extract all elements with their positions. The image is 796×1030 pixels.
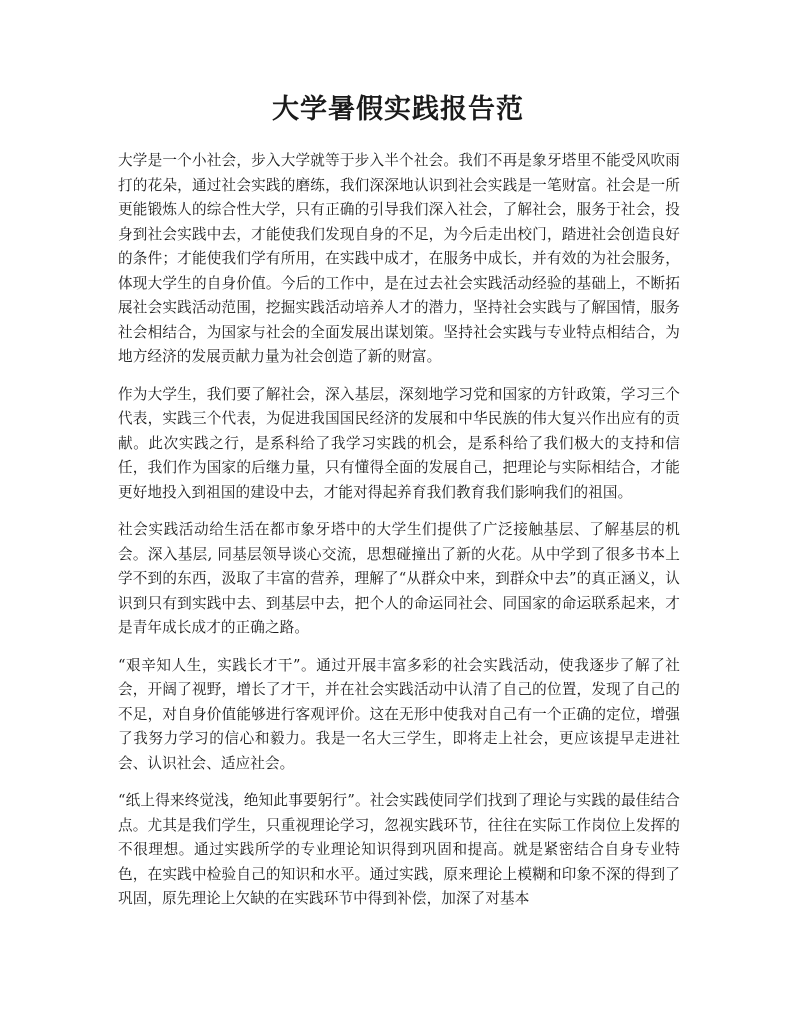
document-title: 大学暑假实践报告范	[272, 94, 524, 125]
paragraph: 作为大学生，我们要了解社会，深入基层，深刻地学习党和国家的方针政策，学习三个代表，实践三个代表，为促进我国国民经济的发展和中华民族的伟大复兴作出应有的贡献。此次实践之行，是系科给了我学习实践的机会，是系科给了我们极大的支持和信任，我们作为国家的后继力量，只有懂得全面的发展自己，把理论与实际相结合，才能更好地投入到祖国的建设中去，才能对得起养育我们教育我们影响我们的祖国。	[118, 385, 680, 501]
document-body	[118, 149, 680, 925]
paragraph: 社会实践活动给生活在都市象牙塔中的大学生们提供了广泛接触基层、了解基层的机会。深入基层, 同基层领导谈心交流，思想碰撞出了新的火花。从中学到了很多书本上学不到的东西，汲取了丰富的营养，理解了“从群众中来，到群众中去”的真正涵义，认识到只有到实践中去、到基层中去，把个人的命运同社会、同国家的命运联系起来，才是青年成长成才的正确之路。	[118, 521, 680, 636]
paragraph: 大学是一个小社会，步入大学就等于步入半个社会。我们不再是象牙塔里不能受风吹雨打的花朵，通过社会实践的磨练，我们深深地认识到社会实践是一笔财富。社会是一所更能锻炼人的综合性大学，只有正确的引导我们深入社会，了解社会，服务于社会，投身到社会实践中去，才能使我们发现自身的不足，为今后走出校门，踏进社会创造良好的条件；才能使我们学有所用，在实践中成才，在服务中成长，并有效的为社会服务，体现大学生的自身价值。今后的工作中，是在过去社会实践活动经验的基础上，不断拓展社会实践活动范围，挖掘实践活动培养人才的潜力，坚持社会实践与了解国情，服务社会相结合，为国家与社会的全面发展出谋划策。坚持社会实践与专业特点相结合，为地方经济的发展贡献力量为社会创造了新的财富。	[118, 152, 680, 365]
paragraph: “艰辛知人生，实践长才干”。通过开展丰富多彩的社会实践活动，使我逐步了解了社会，开阔了视野，增长了才干，并在社会实践活动中认清了自己的位置，发现了自己的不足，对自身价值能够进行客观评价。这在无形中使我对自己有一个正确的定位，增强了我努力学习的信心和毅力。我是一名大三学生，即将走上社会，更应该提早走进社会、认识社会、适应社会。	[118, 656, 680, 772]
paragraph: “纸上得来终觉浅，绝知此事要躬行”。社会实践使同学们找到了理论与实践的最佳结合点。尤其是我们学生，只重视理论学习，忽视实践环节，往往在实际工作岗位上发挥的不很理想。通过实践所学的专业理论知识得到巩固和提高。就是紧密结合自身专业特色，在实践中检验自己的知识和水平。通过实践，原来理论上模糊和印象不深的得到了巩固，原先理论上欠缺的在实践环节中得到补偿，加深了对基本	[118, 792, 680, 907]
